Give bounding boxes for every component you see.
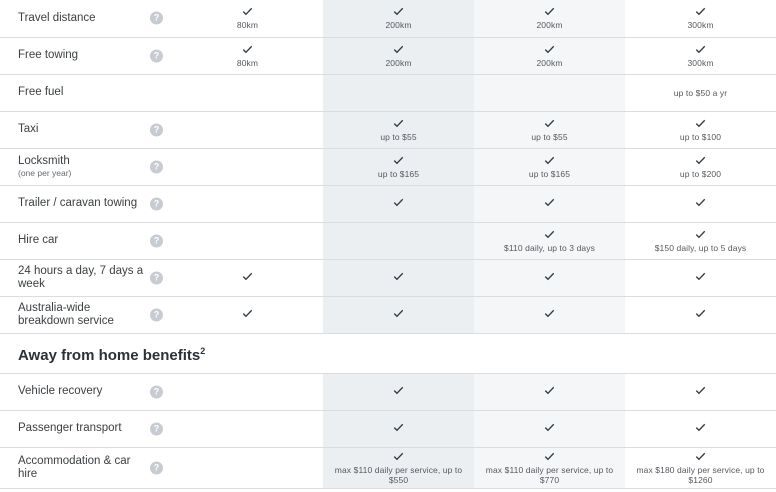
check-icon [392, 155, 405, 168]
plan-value-note: 300km [687, 20, 714, 31]
help-icon[interactable]: ? [150, 197, 163, 210]
table-row [0, 259, 776, 296]
plan-value-cell [323, 373, 474, 410]
plan-value-note: up to $50 a yr [673, 88, 728, 98]
check-icon [694, 422, 707, 435]
check-icon [392, 271, 405, 284]
plan-value-cell [323, 74, 474, 111]
table-row [0, 148, 776, 185]
check-icon [543, 385, 556, 398]
plan-value-cell [323, 296, 474, 333]
plan-value-cell [172, 373, 323, 410]
feature-label: Travel distance [18, 11, 96, 24]
check-icon [543, 422, 556, 435]
feature-label-cell [0, 185, 172, 222]
plan-value-cell [625, 111, 776, 148]
plan-value-cell [474, 296, 625, 333]
plan-value-note: up to $165 [377, 168, 420, 179]
plan-value-cell [625, 259, 776, 296]
plan-value-cell [474, 447, 625, 488]
plan-value-note: $150 daily, up to 5 days [654, 242, 747, 253]
plan-value-note: max $110 daily per service, up to $550 [334, 464, 463, 485]
check-icon [543, 271, 556, 284]
feature-label: Vehicle recovery [18, 385, 103, 397]
table-row [0, 111, 776, 148]
check-icon [543, 229, 556, 242]
plan-value-note: 200km [385, 20, 412, 31]
check-icon [694, 229, 707, 242]
help-icon[interactable]: ? [150, 271, 163, 284]
plan-value-cell [323, 259, 474, 296]
plan-value-cell [172, 296, 323, 333]
plan-value-cell [323, 185, 474, 222]
plan-value-cell [625, 148, 776, 185]
plan-value-cell [323, 410, 474, 447]
plan-value-cell [172, 74, 323, 111]
check-icon [694, 271, 707, 284]
plan-value-note: 200km [536, 20, 563, 31]
plan-value-cell [172, 37, 323, 74]
section-title-footnote: 2 [200, 346, 206, 356]
plan-value-cell [323, 148, 474, 185]
check-icon [694, 6, 707, 19]
plan-value-cell [474, 0, 625, 37]
plan-value-cell [625, 0, 776, 37]
section-title-text: Away from home benefits [18, 347, 201, 364]
table-row [0, 373, 776, 410]
plan-value-cell [625, 185, 776, 222]
check-icon [392, 308, 405, 321]
table-row [0, 296, 776, 333]
plan-value-cell [625, 222, 776, 259]
check-icon [241, 271, 254, 284]
plan-value-cell [625, 74, 776, 111]
check-icon [694, 155, 707, 168]
plan-value-cell [474, 111, 625, 148]
check-icon [543, 44, 556, 57]
check-icon [392, 451, 405, 464]
plan-value-note: max $110 daily per service, up to $770 [485, 464, 614, 485]
check-icon [392, 385, 405, 398]
plan-value-cell [172, 148, 323, 185]
plan-value-cell [323, 222, 474, 259]
check-icon [543, 155, 556, 168]
plan-value-cell [474, 74, 625, 111]
table-row [0, 0, 776, 37]
feature-label-cell [0, 259, 172, 296]
plan-value-cell [323, 37, 474, 74]
plan-value-cell [474, 148, 625, 185]
plan-value-note: 80km [236, 20, 259, 31]
plan-value-note: $110 daily, up to 3 days [504, 242, 595, 253]
plan-value-note: 300km [687, 57, 714, 68]
feature-label: Locksmith [18, 155, 70, 167]
feature-label: Australia-wide breakdown service [18, 301, 114, 327]
check-icon [694, 308, 707, 321]
feature-label-cell [0, 373, 172, 410]
plan-value-note: 200km [385, 57, 412, 68]
plan-value-note: up to $55 [531, 131, 568, 142]
check-icon [392, 422, 405, 435]
plan-value-cell [172, 185, 323, 222]
section-heading-row [0, 333, 776, 373]
plan-value-note: up to $100 [679, 131, 722, 142]
table-row [0, 222, 776, 259]
plan-value-note: up to $200 [679, 168, 722, 179]
feature-label: Trailer / caravan towing [18, 197, 138, 209]
help-icon[interactable]: ? [150, 385, 163, 398]
help-icon[interactable]: ? [150, 160, 163, 173]
plan-value-cell [625, 373, 776, 410]
check-icon [694, 44, 707, 57]
plan-value-note: up to $165 [528, 168, 571, 179]
table-row [0, 37, 776, 74]
check-icon [392, 118, 405, 131]
check-icon [241, 44, 254, 57]
check-icon [543, 197, 556, 210]
help-icon[interactable]: ? [150, 123, 163, 136]
plan-value-note: 200km [536, 57, 563, 68]
plan-value-cell [474, 373, 625, 410]
plan-value-cell [323, 111, 474, 148]
feature-label-cell [0, 37, 172, 74]
section-title [0, 336, 776, 370]
plan-value-note: 80km [236, 57, 259, 68]
check-icon [694, 118, 707, 131]
plan-value-cell [625, 447, 776, 488]
plan-value-cell [172, 111, 323, 148]
plan-value-cell [172, 410, 323, 447]
check-icon [694, 197, 707, 210]
feature-label-cell [0, 296, 172, 333]
plan-value-cell [172, 222, 323, 259]
table-row [0, 447, 776, 488]
check-icon [694, 451, 707, 464]
feature-label-cell [0, 148, 172, 185]
plan-value-cell [474, 37, 625, 74]
help-icon[interactable]: ? [150, 422, 163, 435]
section-heading-cell [0, 333, 776, 373]
plan-value-cell [474, 259, 625, 296]
help-icon[interactable]: ? [150, 308, 163, 321]
help-icon[interactable]: ? [150, 461, 163, 474]
check-icon [392, 6, 405, 19]
feature-label-cell [0, 410, 172, 447]
check-icon [694, 385, 707, 398]
plan-value-cell [323, 0, 474, 37]
table-row [0, 410, 776, 447]
feature-label: 24 hours a day, 7 days a week [18, 264, 144, 290]
plan-value-cell [172, 259, 323, 296]
check-icon [392, 44, 405, 57]
check-icon [241, 308, 254, 321]
plan-value-cell [323, 447, 474, 488]
check-icon [241, 6, 254, 19]
feature-label-cell [0, 447, 172, 488]
feature-label: Hire car [18, 234, 59, 246]
help-icon[interactable]: ? [150, 234, 163, 247]
plan-value-cell [625, 410, 776, 447]
table-row [0, 74, 776, 111]
feature-label: Passenger transport [18, 422, 122, 434]
plan-value-cell [172, 447, 323, 488]
feature-label-cell [0, 111, 172, 148]
plan-value-cell [625, 296, 776, 333]
feature-label: Accommodation & car hire [18, 454, 131, 480]
plan-value-cell [474, 222, 625, 259]
feature-label: Free fuel [18, 86, 64, 98]
feature-label: Taxi [18, 123, 39, 135]
plan-value-note: max $180 daily per service, up to $1260 [636, 464, 765, 485]
help-icon[interactable]: ? [150, 49, 163, 62]
table-row [0, 185, 776, 222]
check-icon [543, 118, 556, 131]
feature-label: Free towing [18, 49, 79, 61]
plan-value-cell [474, 410, 625, 447]
plan-value-note: up to $55 [380, 131, 417, 142]
plan-value-cell [474, 185, 625, 222]
check-icon [543, 308, 556, 321]
feature-label-cell [0, 74, 172, 111]
check-icon [543, 451, 556, 464]
plan-value-cell [172, 0, 323, 37]
feature-sublabel: (one per year) [18, 168, 72, 178]
feature-label-cell [0, 222, 172, 259]
plan-value-cell [625, 37, 776, 74]
help-icon[interactable]: ? [150, 12, 163, 25]
feature-label-cell [0, 0, 172, 37]
check-icon [543, 6, 556, 19]
check-icon [392, 197, 405, 210]
